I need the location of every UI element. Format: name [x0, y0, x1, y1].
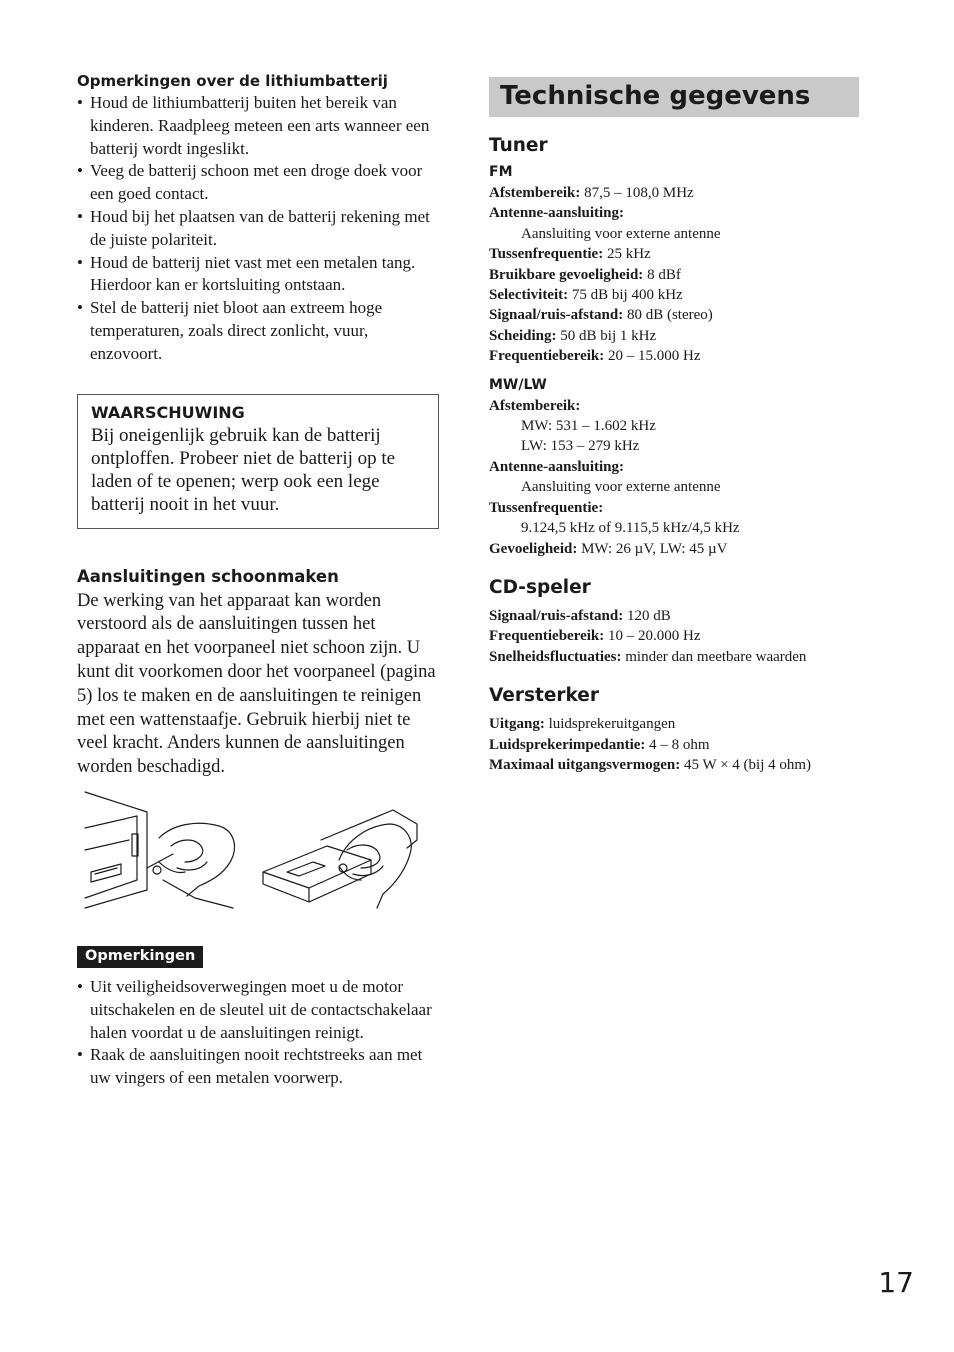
spec-label: Snelheidsfluctuaties: — [489, 648, 622, 665]
spec-row — [489, 714, 859, 734]
notes-tag: Opmerkingen — [77, 946, 203, 968]
spec-value: 75 dB bij 400 kHz — [568, 287, 683, 304]
spec-row — [489, 203, 859, 223]
list-item: • Houd de lithiumbatterij buiten het bereik van kinderen. Raadpleeg meteen een arts wanneer een batterij wordt ingeslikt. — [77, 92, 439, 160]
spec-row — [489, 265, 859, 285]
spec-row — [489, 183, 859, 203]
list-item: • Houd de batterij niet vast met een metalen tang. Hierdoor kan er kortsluiting ontstaan. — [77, 252, 439, 298]
spec-label: Frequentiebereik: — [489, 348, 605, 365]
mwlw-label: MW/LW — [489, 376, 547, 393]
cleaning-heading: Aansluitingen schoonmaken — [77, 566, 339, 586]
cd-heading: CD-speler — [489, 576, 591, 598]
spec-row — [489, 755, 859, 775]
cleaning-illustration-drawing — [77, 790, 439, 912]
spec-row — [489, 498, 859, 518]
spec-value: 25 kHz — [603, 246, 651, 263]
list-item: • Uit veiligheidsoverwegingen moet u de motor uitschakelen en de sleutel uit de contactschakelaar halen voordat u de aansluitingen reinigt. — [77, 976, 439, 1044]
section-title-bar — [489, 77, 859, 117]
list-item: • Raak de aansluitingen nooit rechtstreeks aan met uw vingers of een metalen voorwerp. — [77, 1044, 439, 1090]
list-item: • Veeg de batterij schoon met een droge doek voor een goed contact. — [77, 160, 439, 206]
spec-row — [489, 539, 859, 559]
notes-list — [77, 976, 439, 1090]
spec-value: 20 – 15.000 Hz — [604, 348, 701, 365]
warning-text: Bij oneigenlijk gebruik kan de batterij ontploffen. Probeer niet de batterij op te laden of te openen; werp ook een lege batterij nooit in het vuur. — [91, 424, 396, 515]
spacer — [489, 367, 859, 377]
spec-value: MW: 26 µV, LW: 45 µV — [577, 540, 728, 557]
battery-notes-list — [77, 92, 439, 366]
spec-value: 9.124,5 kHz of 9.115,5 kHz/4,5 kHz — [521, 520, 740, 537]
fm-label: FM — [489, 164, 513, 180]
spec-label: Bruikbare gevoeligheid: — [489, 266, 644, 283]
spec-value: minder dan meetbare waarden — [621, 648, 807, 665]
spec-label: Gevoeligheid: — [489, 540, 578, 557]
spec-value: 10 – 20.000 Hz — [604, 628, 701, 645]
spec-label: Tussenfrequentie: — [489, 246, 604, 263]
spec-value: 120 dB — [623, 607, 671, 624]
spec-value: 50 dB bij 1 kHz — [556, 327, 657, 344]
spec-row — [489, 346, 859, 366]
list-item: • Stel de batterij niet bloot aan extreem hoge temperaturen, zoals direct zonlicht, vuur, enzovoort. — [77, 297, 439, 365]
page-title: Technische gegevens — [500, 81, 811, 111]
warning-title: WAARSCHUWING — [91, 402, 245, 422]
spec-label: Antenne-aansluiting: — [489, 458, 625, 475]
spec-label: Selectiviteit: — [489, 287, 569, 304]
list-item: • Houd bij het plaatsen van de batterij rekening met de juiste polariteit. — [77, 206, 439, 252]
spec-label: Uitgang: — [489, 716, 545, 733]
spec-row — [489, 606, 859, 626]
spec-label: Signaal/ruis-afstand: — [489, 607, 624, 624]
page-number: 17 — [878, 1266, 914, 1299]
spec-value: luidsprekeruitgangen — [544, 716, 676, 733]
spec-value: 4 – 8 ohm — [645, 736, 710, 753]
spec-label: Maximaal uitgangsvermogen: — [489, 756, 681, 773]
spec-value: 45 W × 4 (bij 4 ohm) — [680, 756, 812, 773]
spec-value: Aansluiting voor externe antenne — [521, 225, 721, 242]
tuner-heading: Tuner — [489, 135, 548, 156]
spec-row — [489, 396, 859, 416]
left-column — [77, 72, 439, 1090]
cleaning-illustration — [77, 790, 439, 912]
spec-value: LW: 153 – 279 kHz — [521, 438, 640, 455]
spec-label: Tussenfrequentie: — [489, 499, 604, 516]
spec-row — [489, 326, 859, 346]
spec-row — [489, 626, 859, 646]
spec-label: Afstembereik: — [489, 185, 581, 201]
spec-label: Scheiding: — [489, 327, 557, 344]
spec-label: Frequentiebereik: — [489, 628, 605, 645]
spec-value: 87,5 – 108,0 MHz — [580, 185, 694, 201]
spec-row — [489, 244, 859, 264]
right-column — [489, 77, 859, 775]
spec-label: Afstembereik: — [489, 397, 581, 414]
battery-notes-heading: Opmerkingen over de lithiumbatterij — [77, 72, 388, 90]
spec-value: 8 dBf — [643, 266, 681, 283]
spec-value: Aansluiting voor externe antenne — [521, 479, 721, 496]
spec-row — [489, 735, 859, 755]
spec-row — [489, 647, 859, 667]
cleaning-text: De werking van het apparaat kan worden verstoord als de aansluitingen tussen het apparaat en het voorpaneel niet schoon zijn. U kunt dit voorkomen door het voorpaneel (pagina 5) los te maken en de aansluitingen te reinigen met een wattenstaafje. Gebruik hierbij niet te veel kracht. Anders kunnen de aansluitingen worden beschadigd. — [77, 590, 436, 778]
amp-heading: Versterker — [489, 685, 599, 707]
spec-value: MW: 531 – 1.602 kHz — [521, 418, 656, 435]
spec-row — [489, 457, 859, 477]
spec-label: Antenne-aansluiting: — [489, 205, 625, 222]
warning-box — [77, 394, 439, 529]
spec-row — [489, 285, 859, 305]
spec-label: Luidsprekerimpedantie: — [489, 736, 646, 753]
spec-label: Signaal/ruis-afstand: — [489, 307, 624, 324]
spec-row — [489, 305, 859, 325]
spec-value: 80 dB (stereo) — [623, 307, 713, 324]
